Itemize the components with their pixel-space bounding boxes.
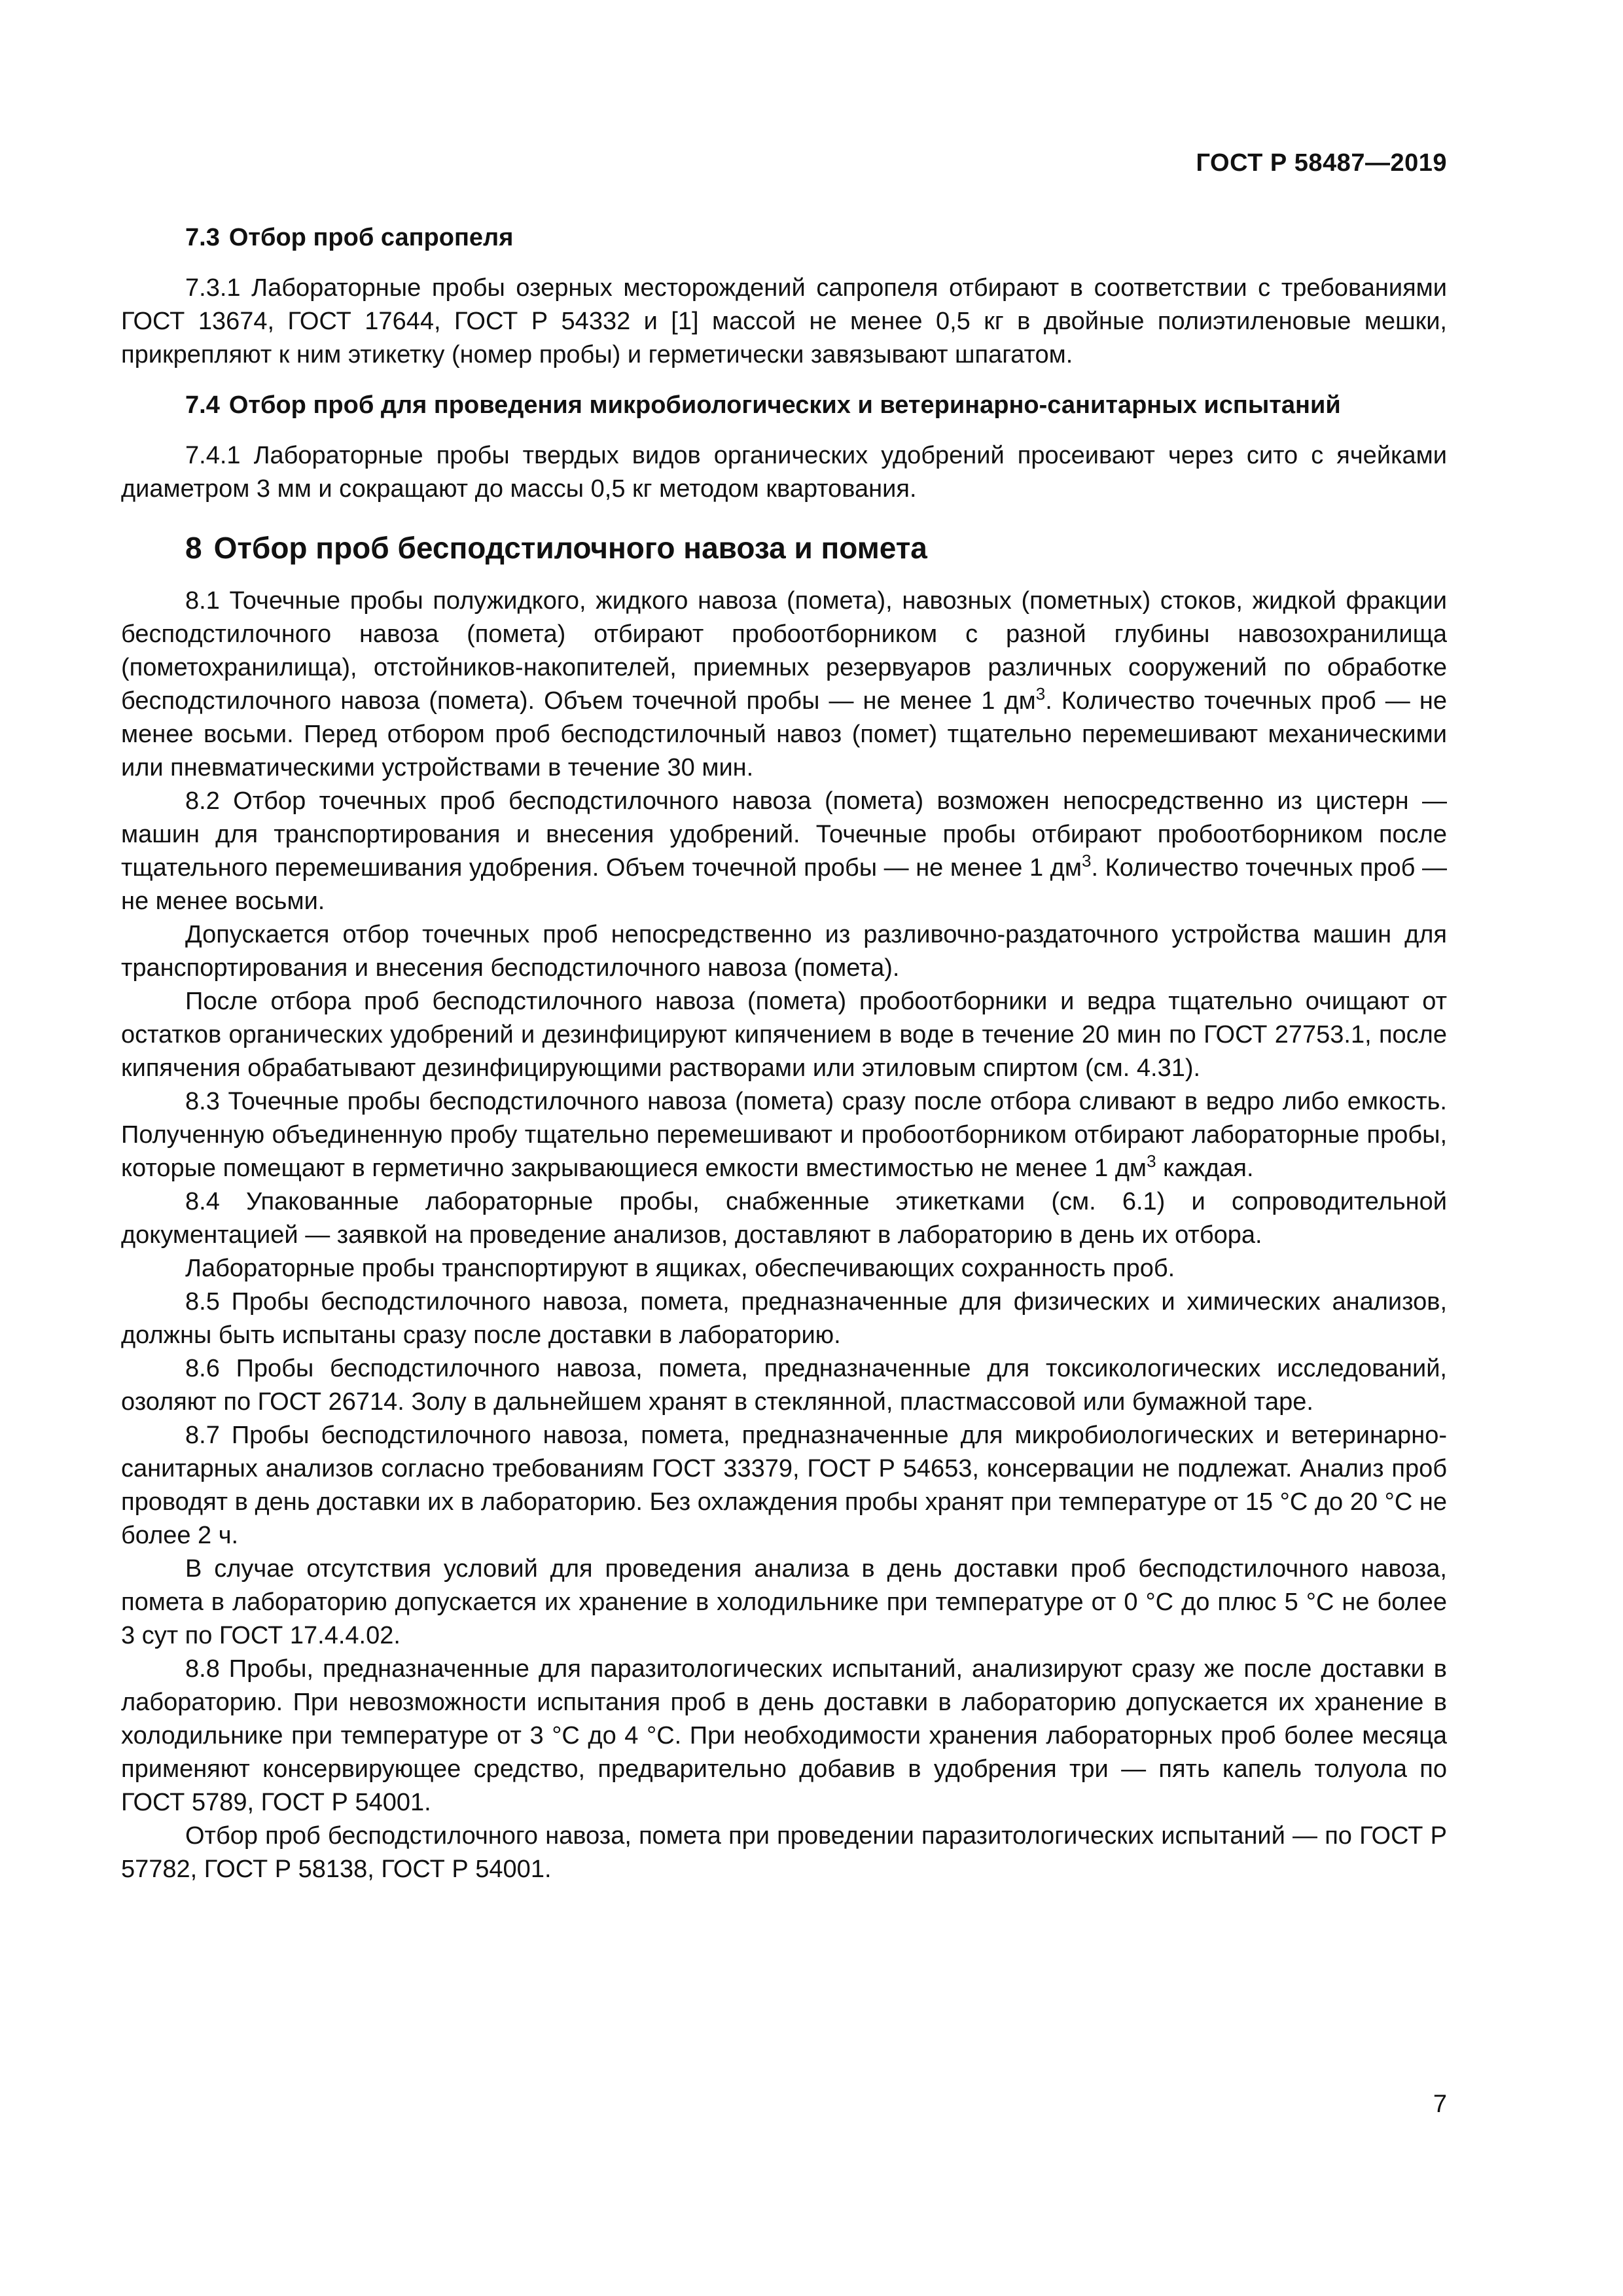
paragraph-8-1 xyxy=(121,584,1447,785)
subsection-number: 7.4 xyxy=(185,391,220,419)
paragraph-8-6: 8.6 Пробы бесподстилочного навоза, помета, предназначенные для токсикологических исследований, озоляют по ГОСТ 26714. Золу в дальнейшем хранят в стеклянной, пластмассовой или бумажной таре. xyxy=(121,1355,1447,1416)
paragraph-8-2 xyxy=(121,785,1447,918)
paragraph-8-3 xyxy=(121,1085,1447,1185)
text-run: 8.2 Отбор точечных проб бесподстилочного навоза (помета) возможен непосредственно из цистерн — машин для транспортирования и внесения удобрений. Точечные пробы отбирают пробоотборником после тщательного перемешивания удобрения. Объем точечной пробы — не менее 1 дм xyxy=(121,787,1447,882)
text-run: каждая. xyxy=(1156,1155,1254,1182)
subsection-heading-7-3 xyxy=(121,221,1447,255)
subsection-title: Отбор проб для проведения микробиологических и ветеринарно-санитарных испытаний xyxy=(228,391,1341,419)
document-code-header: ГОСТ Р 58487—2019 xyxy=(1196,149,1447,177)
text-run: 8.3 Точечные пробы бесподстилочного навоза (помета) сразу после отбора сливают в ведро либо емкость. Полученную объединенную пробу тщательно перемешивают и пробоотборником отбирают лабораторные пробы, которые помещают в герметично закрывающиеся емкости вместимостью не менее 1 дм xyxy=(121,1088,1447,1182)
section-number: 8 xyxy=(185,531,202,565)
text-run: 8.1 Точечные пробы полужидкого, жидкого навоза (помета), навозных (пометных) стоков, жидкой фракции бесподстилочного навоза (помета) отбирают пробоотборником с разной глубины навозохранилища (пометохранилища), отстойников-накопителей, приемных резервуаров различных сооружений по обработке бесподстилочного навоза (помета). Объем точечной пробы — не менее 1 дм xyxy=(121,587,1447,715)
paragraph-8-8-b: Отбор проб бесподстилочного навоза, помета при проведении паразитологических испытаний — по ГОСТ Р 57782, ГОСТ Р 58138, ГОСТ Р 54001. xyxy=(121,1822,1447,1883)
paragraph-8-7: 8.7 Пробы бесподстилочного навоза, помета, предназначенные для микробиологических и ветеринарно-санитарных анализов согласно требованиям ГОСТ 33379, ГОСТ Р 54653, консервации не подлежат. Анализ проб проводят в день доставки их в лабораторию. Без охлаждения пробы хранят при температуре от 15 °С до 20 °С не более 2 ч. xyxy=(121,1422,1447,1549)
subsection-heading-7-4 xyxy=(121,389,1447,422)
text-run: . Количество точечных проб — не менее восьми. xyxy=(121,854,1447,915)
paragraph-8-4-b: Лабораторные пробы транспортируют в ящиках, обеспечивающих сохранность проб. xyxy=(185,1255,1175,1282)
document-body xyxy=(121,221,1447,1886)
paragraph-7-4-1: 7.4.1 Лабораторные пробы твердых видов органических удобрений просеивают через сито с ячейками диаметром 3 мм и сокращают до массы 0,5 кг методом квартования. xyxy=(121,442,1447,503)
text-run: . Количество точечных проб — не менее восьми. Перед отбором проб бесподстилочный навоз (помет) тщательно перемешивают механическими или пневматическими устройствами в течение 30 мин. xyxy=(121,687,1447,781)
subsection-number: 7.3 xyxy=(185,224,220,251)
section-title: Отбор проб бесподстилочного навоза и помета xyxy=(213,531,927,565)
superscript: 3 xyxy=(1081,851,1092,870)
superscript: 3 xyxy=(1147,1151,1156,1171)
paragraph-8-8: 8.8 Пробы, предназначенные для паразитологических испытаний, анализируют сразу же после доставки в лабораторию. При невозможности испытания проб в день доставки в лабораторию допускается их хранение в холодильнике при температуре от 3 °С до 4 °С. При необходимости хранения лабораторных проб более месяца применяют консервирующее средство, предварительно добавив в удобрения три — пять капель толуола по ГОСТ 5789, ГОСТ Р 54001. xyxy=(121,1655,1447,1816)
paragraph-8-7-b: В случае отсутствия условий для проведения анализа в день доставки проб бесподстилочного навоза, помета в лабораторию допускается их хранение в холодильнике при температуре от 0 °С до плюс 5 °С не более 3 сут по ГОСТ 17.4.4.02. xyxy=(121,1555,1447,1649)
superscript: 3 xyxy=(1035,684,1046,704)
paragraph-8-4: 8.4 Упакованные лабораторные пробы, снабженные этикетками (см. 6.1) и сопроводительной документацией — заявкой на проведение анализов, доставляют в лабораторию в день их отбора. xyxy=(121,1188,1447,1249)
section-heading-8 xyxy=(121,528,1447,567)
paragraph-8-2-d: После отбора проб бесподстилочного навоза (помета) пробоотборники и ведра тщательно очищают от остатков органических удобрений и дезинфицируют кипячением в воде в течение 20 мин по ГОСТ 27753.1, после кипячения обрабатывают дезинфицирующими растворами или этиловым спиртом (см. 4.31). xyxy=(121,988,1447,1082)
page-number: 7 xyxy=(1433,2090,1447,2118)
subsection-title: Отбор проб сапропеля xyxy=(228,224,514,251)
paragraph-8-2-c: Допускается отбор точечных проб непосредственно из разливочно-раздаточного устройства машин для транспортирования и внесения бесподстилочного навоза (помета). xyxy=(121,921,1447,982)
paragraph-7-3-1: 7.3.1 Лабораторные пробы озерных месторождений сапропеля отбирают в соответствии с требованиями ГОСТ 13674, ГОСТ 17644, ГОСТ Р 54332 и [1] массой не менее 0,5 кг в двойные полиэтиленовые мешки, прикрепляют к ним этикетку (номер пробы) и герметически завязывают шпагатом. xyxy=(121,274,1447,368)
paragraph-8-5: 8.5 Пробы бесподстилочного навоза, помета, предназначенные для физических и химических анализов, должны быть испытаны сразу после доставки в лабораторию. xyxy=(121,1288,1447,1349)
